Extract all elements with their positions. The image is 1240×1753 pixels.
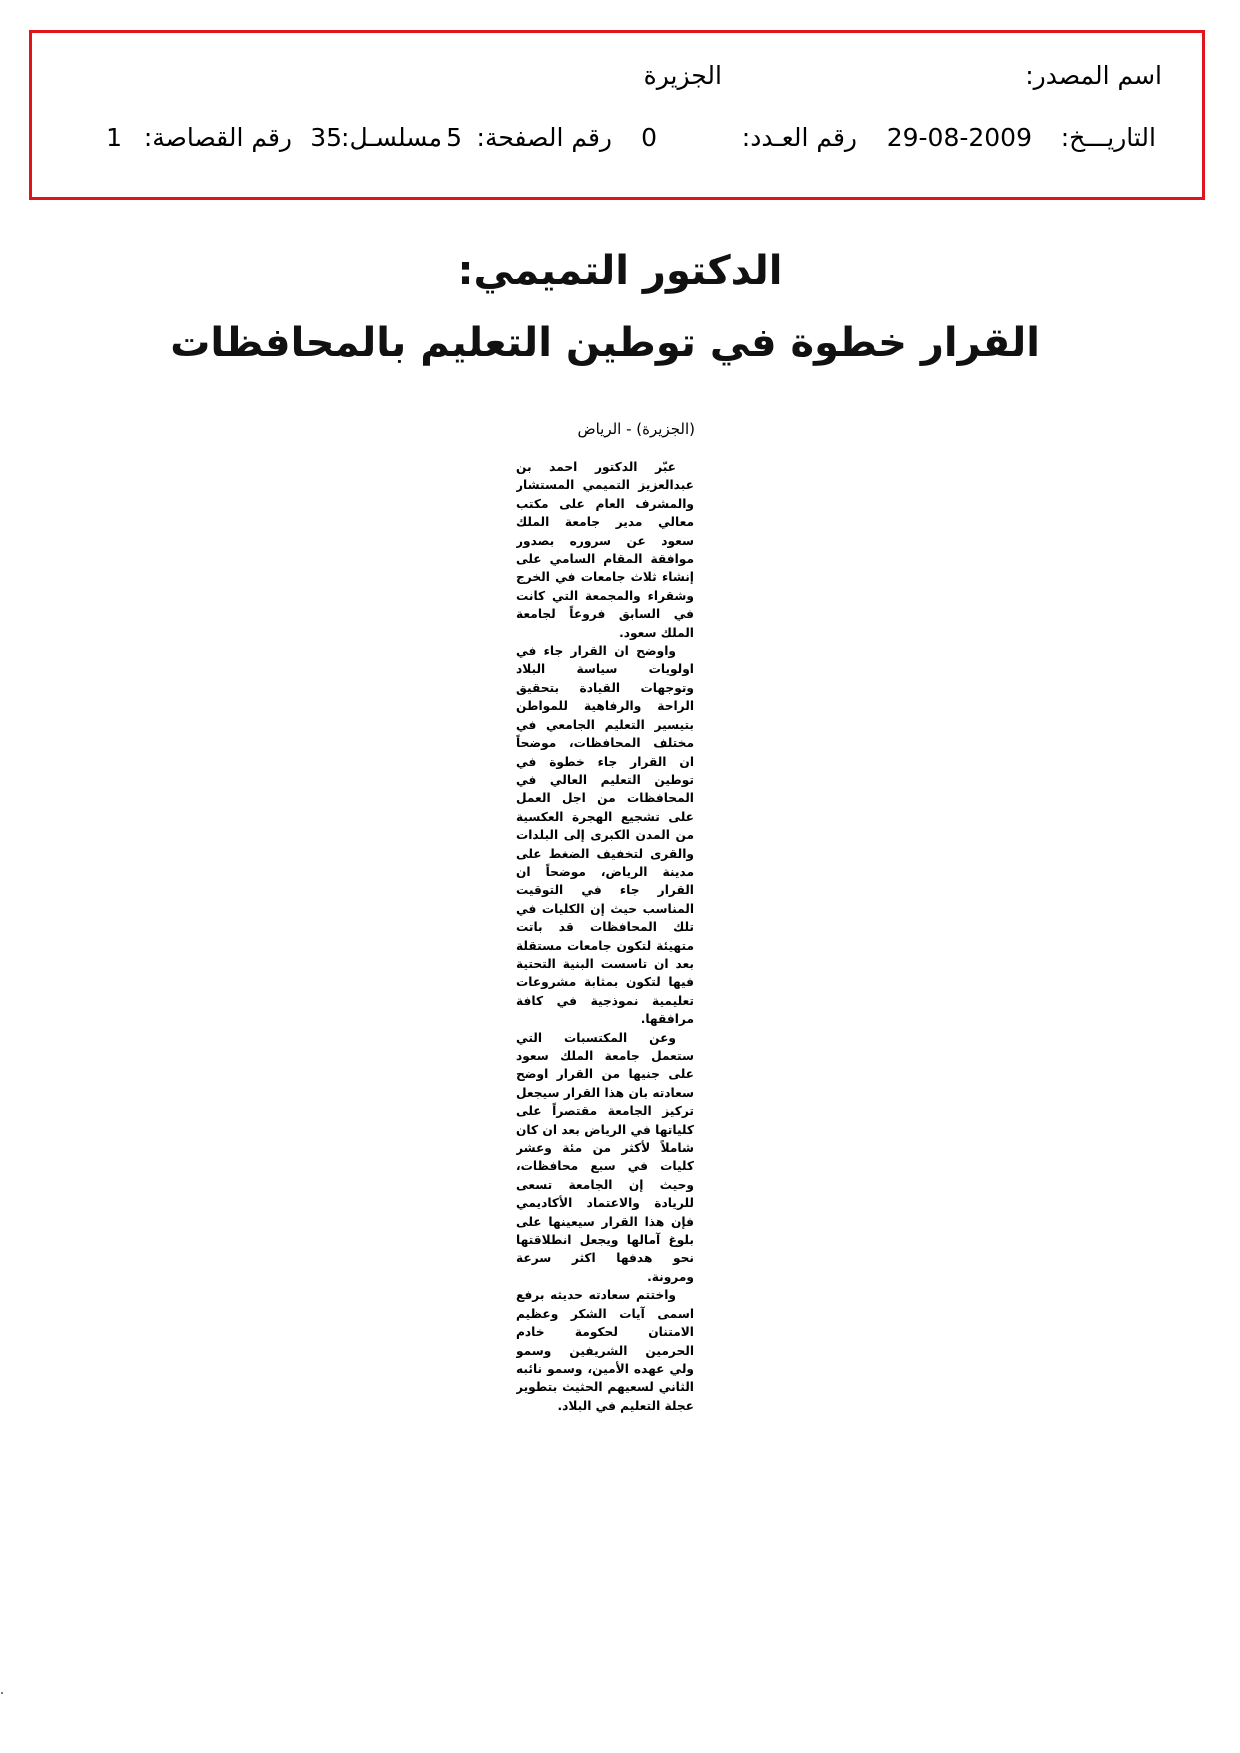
- headline-line-1: الدكتور التميمي:: [457, 248, 783, 294]
- article-paragraph: واختتم سعادته حديثه برفع اسمى آيات الشكر وعظيم الامتنان لحكومة خادم الحرمين الشريفين وسمو ولي عهده الأمين، وسمو نائبه الثاني لسعيهم الحثيث بتطوير عجلة التعليم في البلاد.: [516, 1288, 694, 1413]
- source-label: اسم المصدر:: [1025, 61, 1162, 90]
- clip-number-value: 1: [106, 123, 122, 152]
- article-paragraph: عبّر الدكتور احمد بن عبدالعزيز التميمي المستشار والمشرف العام على مكتب معالي مدير جامعة الملك سعود عن سروره بصدور موافقة المقام السامي على إنشاء ثلاث جامعات في الخرج وشقراء والمجمعة التي كانت في السابق فروعاً لجامعة الملك سعود.: [516, 460, 694, 640]
- date-label: التاريـــخ:: [1060, 123, 1156, 152]
- source-value: الجزيرة: [643, 61, 722, 90]
- date-value: 29-08-2009: [886, 123, 1032, 152]
- page-value: 5: [446, 123, 462, 152]
- article-dateline: (الجزيرة) - الرياض: [577, 420, 695, 438]
- clipping-metadata-box: [29, 30, 1205, 200]
- clip-number-label: رقم القصاصة:: [143, 123, 292, 152]
- headline-line-2: القرار خطوة في توطين التعليم بالمحافظات: [170, 320, 1040, 366]
- issue-label: رقم العـدد:: [741, 123, 857, 152]
- article-paragraph: واوضح ان القرار جاء في اولويات سياسة البلاد وتوجهات القيادة بتحقيق الراحة والرفاهية للمواطن بتيسير التعليم الجامعي في مختلف المحافظات، موضحاً ان القرار جاء خطوة في توطين التعليم العالي في المحافظات من اجل العمل على تشجيع الهجرة العكسية من المدن الكبرى إلى البلدات والقرى لتخفيف الضغط على مدينة الرياض، موضحاً ان القرار جاء في التوقيت المناسب حيث إن الكليات في تلك المحافظات قد باتت متهيئة لتكون جامعات مستقلة بعد ان تاسست البنية التحتية فيها لتكون بمثابة مشروعات تعليمية نموذجية في كافة مرافقها.: [516, 644, 694, 1027]
- issue-value: 0: [641, 123, 657, 152]
- article-paragraph: وعن المكتسبات التي ستعمل جامعة الملك سعود على جنيها من القرار اوضح سعادته بان هذا القرار سيجعل تركيز الجامعة مقتصراً على كلياتها في الرياض بعد ان كان شاملاً لأكثر من مئة وعشر كليات في سبع محافظات، وحيث إن الجامعة تسعى للريادة والاعتماد الأكاديمي فإن هذا القرار سيعينها على بلوغ آمالها ويجعل انطلاقتها نحو هدفها اكثر سرعة ومرونة.: [516, 1030, 694, 1284]
- article-body: [516, 458, 694, 1548]
- serial-value: 35: [310, 123, 342, 152]
- scan-speck: [1, 1692, 3, 1694]
- serial-label: مسلسـل:: [341, 123, 442, 152]
- page-label: رقم الصفحة:: [476, 123, 612, 152]
